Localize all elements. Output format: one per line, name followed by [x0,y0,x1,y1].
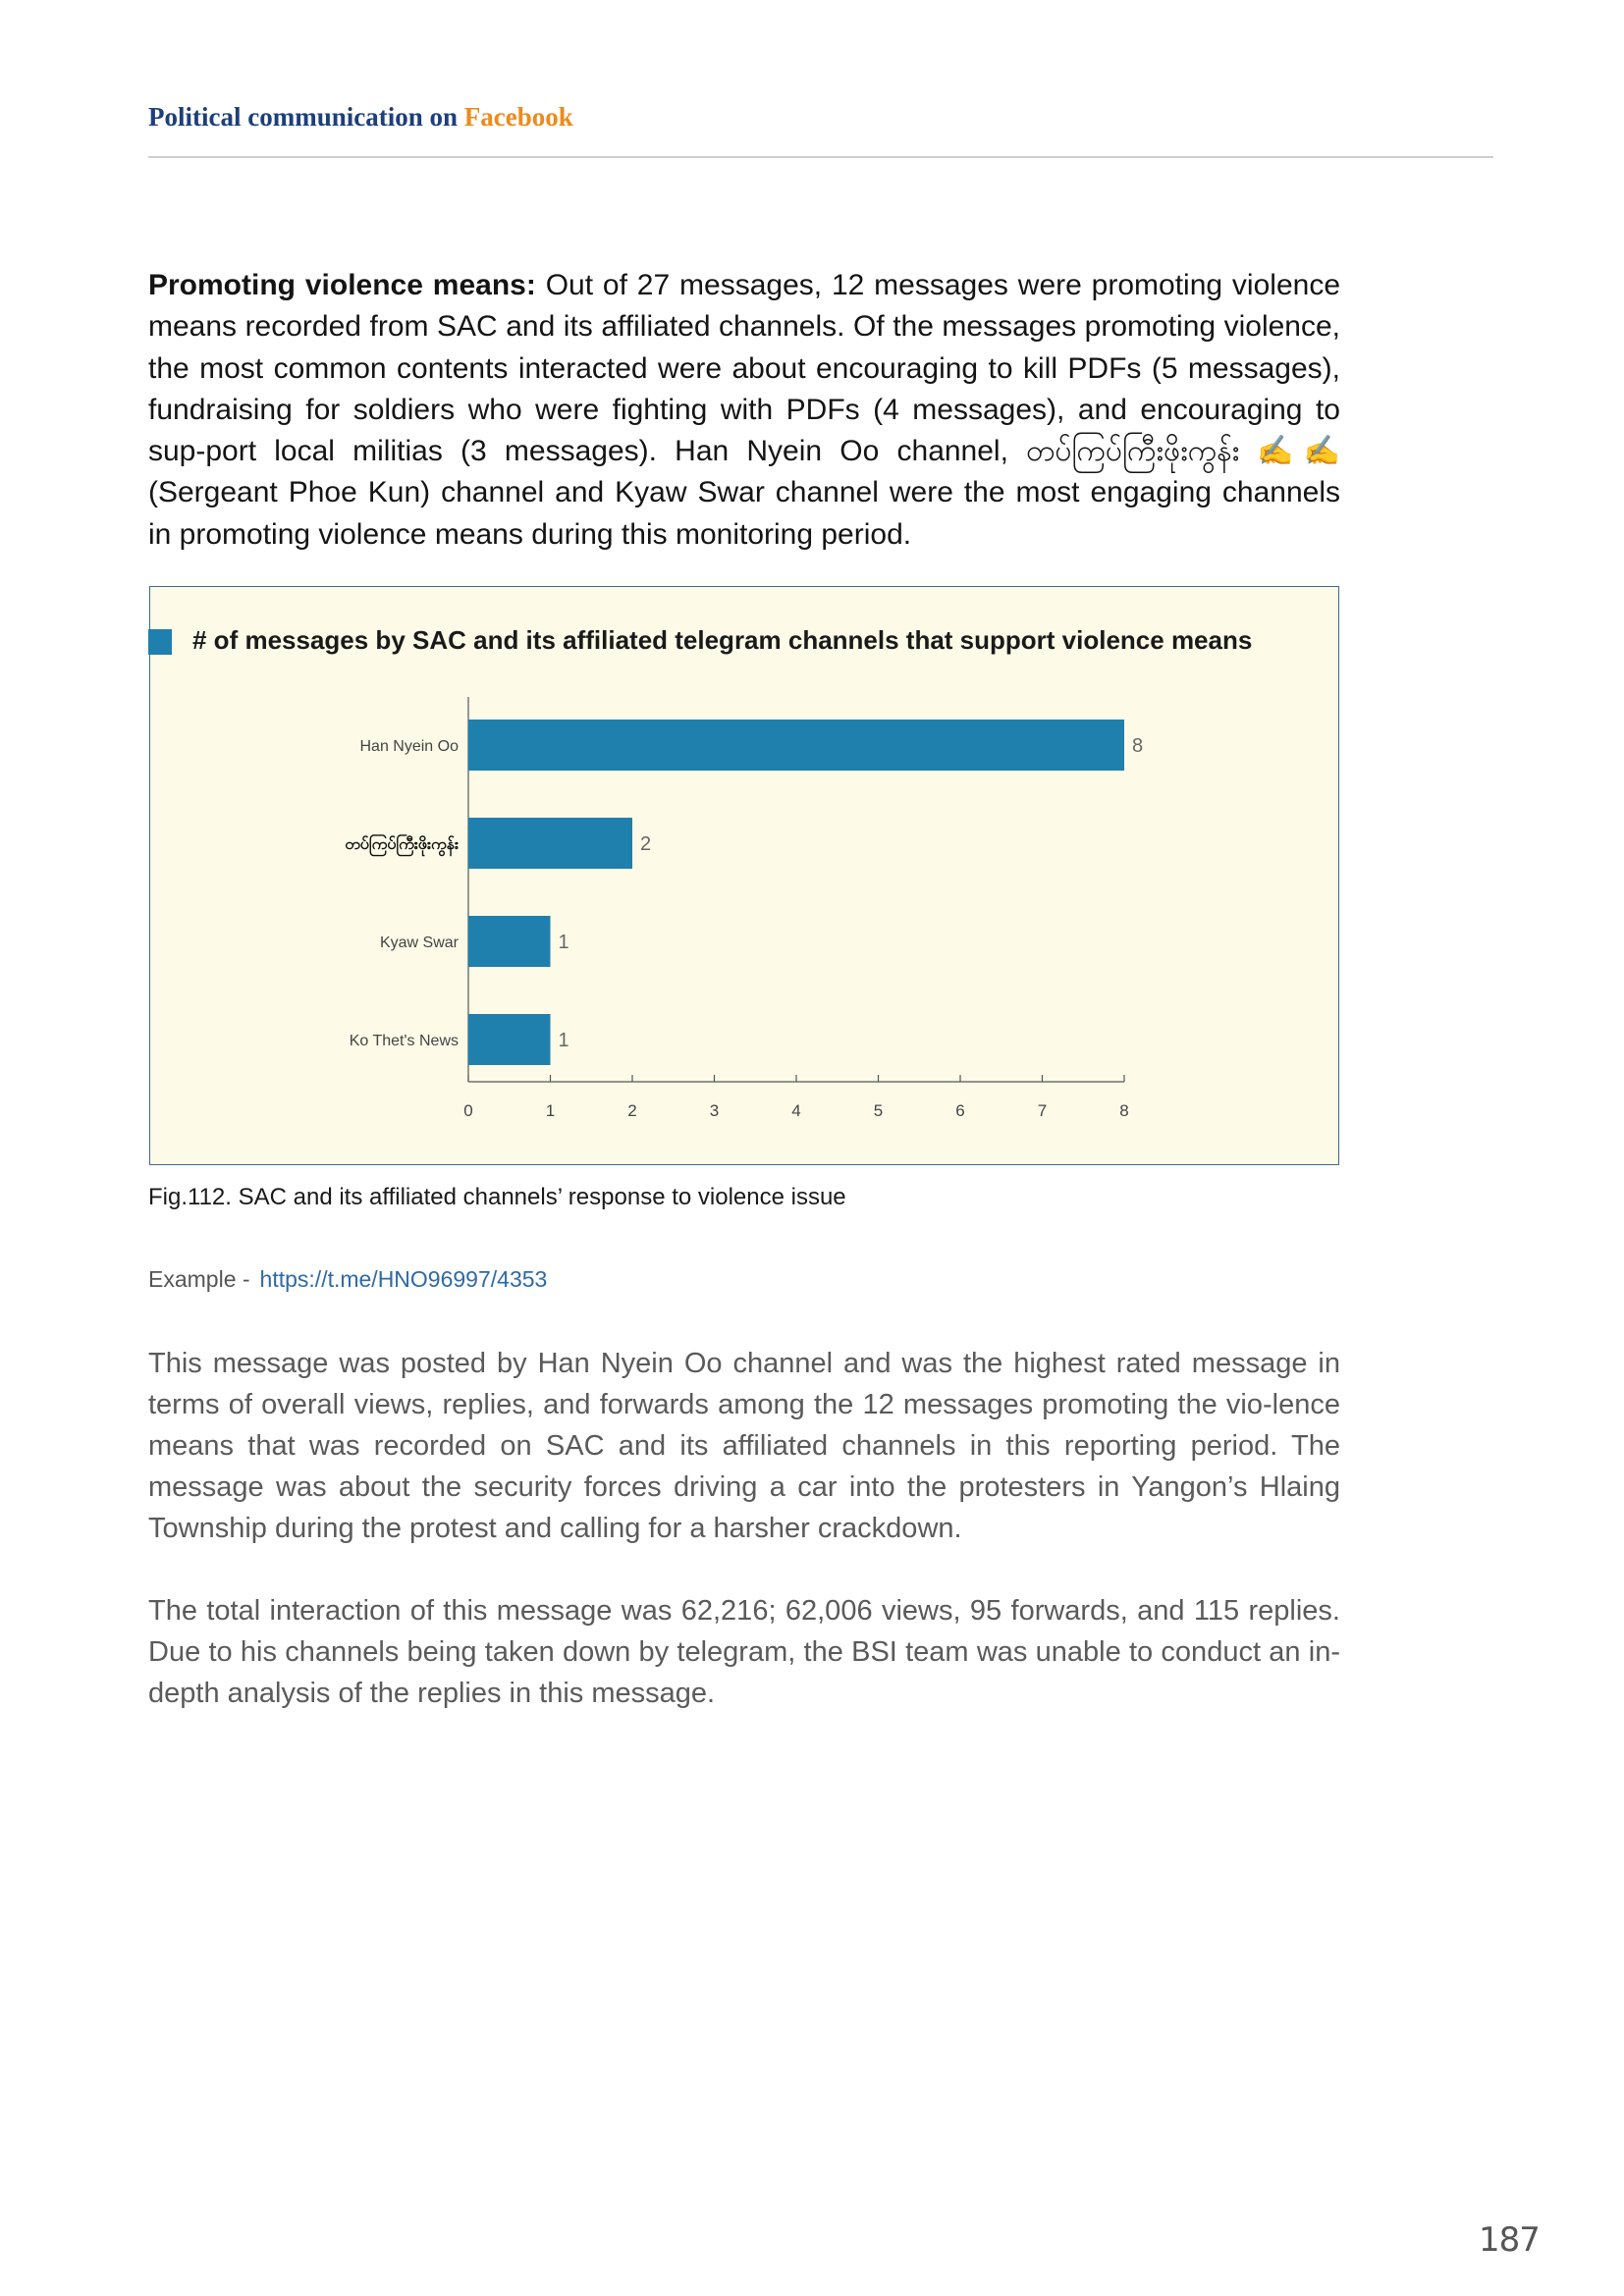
value-label: 1 [558,1030,569,1051]
paragraph-lead: Promoting violence means: [148,269,536,301]
example-line [148,1266,547,1293]
category-label: Kyaw Swar [379,934,459,951]
interaction-paragraph: The total interaction of this message was 62,216; 62,006 views, 95 forwards, and 115 replies. Due to his channels being taken down by telegram, the BSI team was unable to conduct an in-depth analysis of the replies in this message. [148,1595,1340,1709]
header-divider [148,156,1493,158]
example-label: Example - [148,1266,250,1292]
header-accent: Facebook [463,102,573,132]
category-label: တပ်ကြပ်ကြီးဖိုးကွန်း [345,836,459,853]
x-tick-label: 5 [873,1101,884,1120]
promoting-violence-paragraph [148,265,1340,556]
bar [468,916,551,967]
paragraph-body: Out of 27 messages, 12 messages were promoting violence means recorded from SAC and its affiliated channels. Of the messages promoting violence, the most common contents interacted were about encouraging to kill PDFs (5 messages), fundraising for soldiers who were fighting with PDFs (4 messages), and encouraging to sup-port local militias (3 messages). Han Nyein Oo channel, တပ်ကြပ်ကြီးဖိုးကွန်း ✍️✍️ (Sergeant Phoe Kun) channel and Kyaw Swar channel were the most engaging channels in promoting violence means during this monitoring period. [148,269,1340,551]
figure-caption: Fig.112. SAC and its affiliated channels’ response to violence issue [148,1184,846,1210]
bar-chart [149,586,1339,1165]
x-tick-label: 6 [955,1101,965,1120]
x-tick-label: 2 [627,1101,637,1120]
value-label: 2 [640,833,652,855]
bar [468,818,632,869]
x-tick-label: 8 [1119,1101,1129,1120]
bar [468,1014,551,1065]
x-tick-label: 3 [709,1101,720,1120]
x-tick-label: 0 [463,1101,473,1120]
example-link[interactable]: https://t.me/HNO96997/4353 [259,1266,548,1292]
value-label: 1 [558,932,569,953]
bar [468,720,1124,771]
message-description-paragraph: This message was posted by Han Nyein Oo channel and was the highest rated message in terms of overall views, replies, and forwards among the 12 messages promoting the vio-lence means that was recorded on SAC and its affiliated channels in this reporting period. The message was about the security forces driving a car into the protesters in Yangon’s Hlaing Township during the protest and calling for a harsher crackdown. [148,1348,1340,1544]
category-label: Han Nyein Oo [359,738,459,755]
x-tick-label: 7 [1037,1101,1048,1120]
value-label: 8 [1132,735,1144,757]
x-tick-label: 4 [791,1101,801,1120]
chart-title: # of messages by SAC and its affiliated telegram channels that support violence means [192,625,1253,655]
page-number: 187 [1479,2220,1540,2260]
category-label: Ko Thet's News [349,1033,459,1049]
running-header [148,102,573,133]
header-prefix: Political communication on [148,102,458,132]
x-tick-label: 1 [545,1101,556,1120]
